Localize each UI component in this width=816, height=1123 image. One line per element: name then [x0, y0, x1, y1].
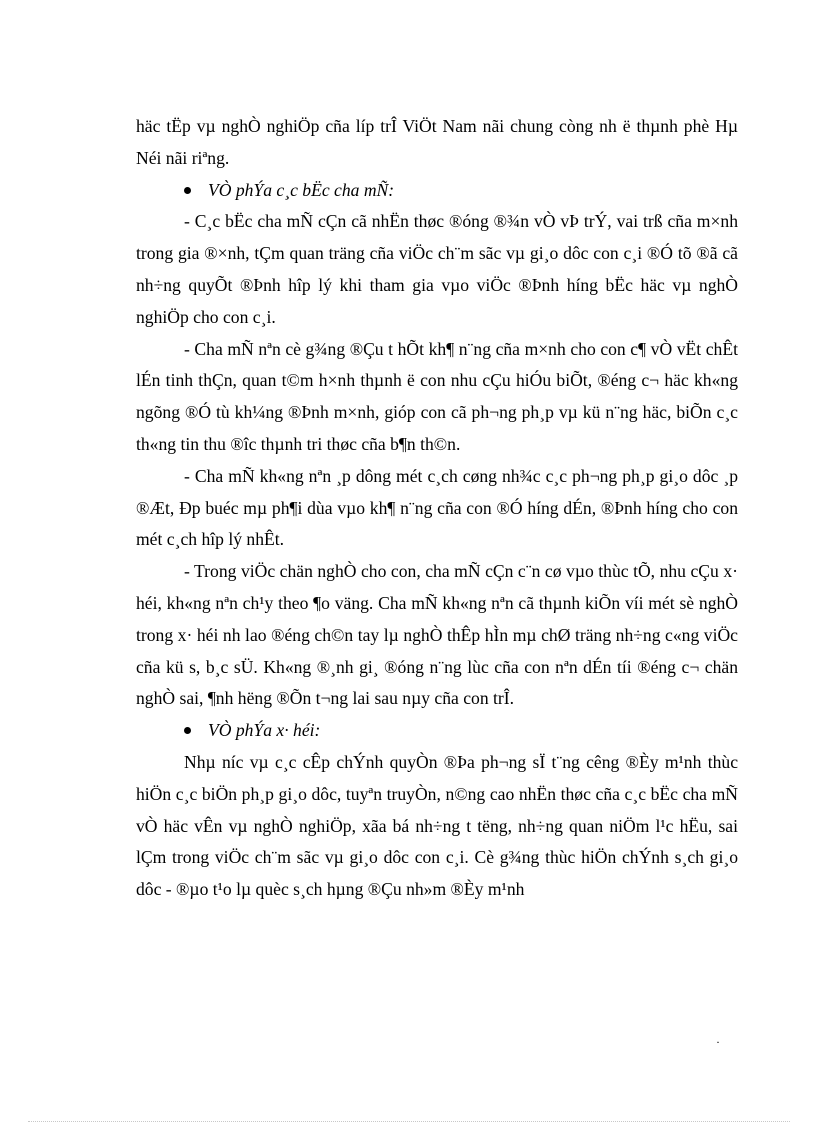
page-mark: ·	[716, 1035, 720, 1049]
paragraph-parents-methods: - Cha mÑ kh«ng nªn ¸p dông mét c¸ch cøng nh¾c c¸c ph¬ng ph¸p gi¸o dôc ¸p ®Æt, Ðp buéc mµ ph¶i dùa vµo kh¶ n¨ng cña con ®Ó híng dÉn, ®Þnh híng cho con mét c¸ch hîp lý nhÊt.	[136, 465, 738, 550]
paragraph-society: Nhµ níc vµ c¸c cÊp chÝnh quyÒn ®Þa ph¬ng sÏ t¨ng cêng ®Èy m¹nh thùc hiÖn c¸c biÖn ph¸p gi¸o dôc, tuyªn truyÒn, n©ng cao nhËn thøc cña c¸c bËc cha mÑ vÒ häc vÊn vµ nghÒ nghiÖp, xãa bá nh÷ng t tëng, nh÷ng quan niÖm l¹c hËu, sai lÇm trong viÖc ch¨m sãc vµ gi¸o dôc con c¸i. Cè g¾ng thùc hiÖn chÝnh s¸ch gi¸o dôc - ®µo t¹o lµ quèc s¸ch hµng ®Çu nh»m ®Èy m¹nh	[136, 751, 738, 900]
paragraph-intro: häc tËp vµ nghÒ nghiÖp cña líp trÎ ViÖt Nam nãi chung còng nh ë thµnh phè Hµ Néi nãi riªng.	[136, 116, 738, 168]
paragraph-parents-investment: - Cha mÑ nªn cè g¾ng ®Çu t hÕt kh¶ n¨ng cña m×nh cho con c¶ vÒ vËt chÊt lÉn tinh thÇn, quan t©m h×nh thµnh ë con nhu cÇu hiÓu biÕt, ®éng c¬ häc kh«ng ngõng ®Ó tù kh¼ng ®Þnh m×nh, gióp con cã ph¬ng ph¸p vµ kü n¨ng häc, biÕn c¸c th«ng tin thu ®îc thµnh tri thøc cña b¶n th©n.	[136, 338, 738, 454]
page-body	[136, 111, 738, 906]
paragraph-parents-awareness: - C¸c bËc cha mÑ cÇn cã nhËn thøc ®óng ®¾n vÒ vÞ trÝ, vai trß cña m×nh trong gia ®×nh, tÇm quan träng cña viÖc ch¨m sãc vµ gi¸o dôc con c¸i ®Ó tõ ®ã cã nh÷ng quyÕt ®Þnh hîp lý khi tham gia vµo viÖc ®Þnh híng bËc häc vµ nghÒ nghiÖp cho con c¸i.	[136, 211, 738, 327]
bullet-heading-text: VÒ phÝa c¸c bËc cha mÑ:	[208, 179, 395, 200]
bullet-icon	[184, 187, 191, 194]
bullet-heading-parents	[136, 175, 738, 207]
bullet-icon	[184, 727, 191, 734]
paragraph-parents-career-choice: - Trong viÖc chän nghÒ cho con, cha mÑ cÇn c¨n cø vµo thùc tÕ, nhu cÇu x· héi, kh«ng nªn ch¹y theo ¶o väng. Cha mÑ kh«ng nªn cã thµnh kiÕn víi mét sè nghÒ trong x· héi nh lao ®éng ch©n tay lµ nghÒ thÊp hÌn mµ chØ träng nh÷ng c«ng viÖc cña kü s, b¸c sÜ. Kh«ng ®¸nh gi¸ ®óng n¨ng lùc cña con nªn dÉn tíi ®éng c¬ chän nghÒ sai, ¶nh hëng ®Õn t¬ng lai sau nµy cña con trÎ.	[136, 561, 738, 709]
page-bottom-divider	[28, 1121, 790, 1122]
bullet-heading-text: VÒ phÝa x· héi:	[208, 720, 321, 741]
bullet-heading-society	[136, 715, 738, 747]
